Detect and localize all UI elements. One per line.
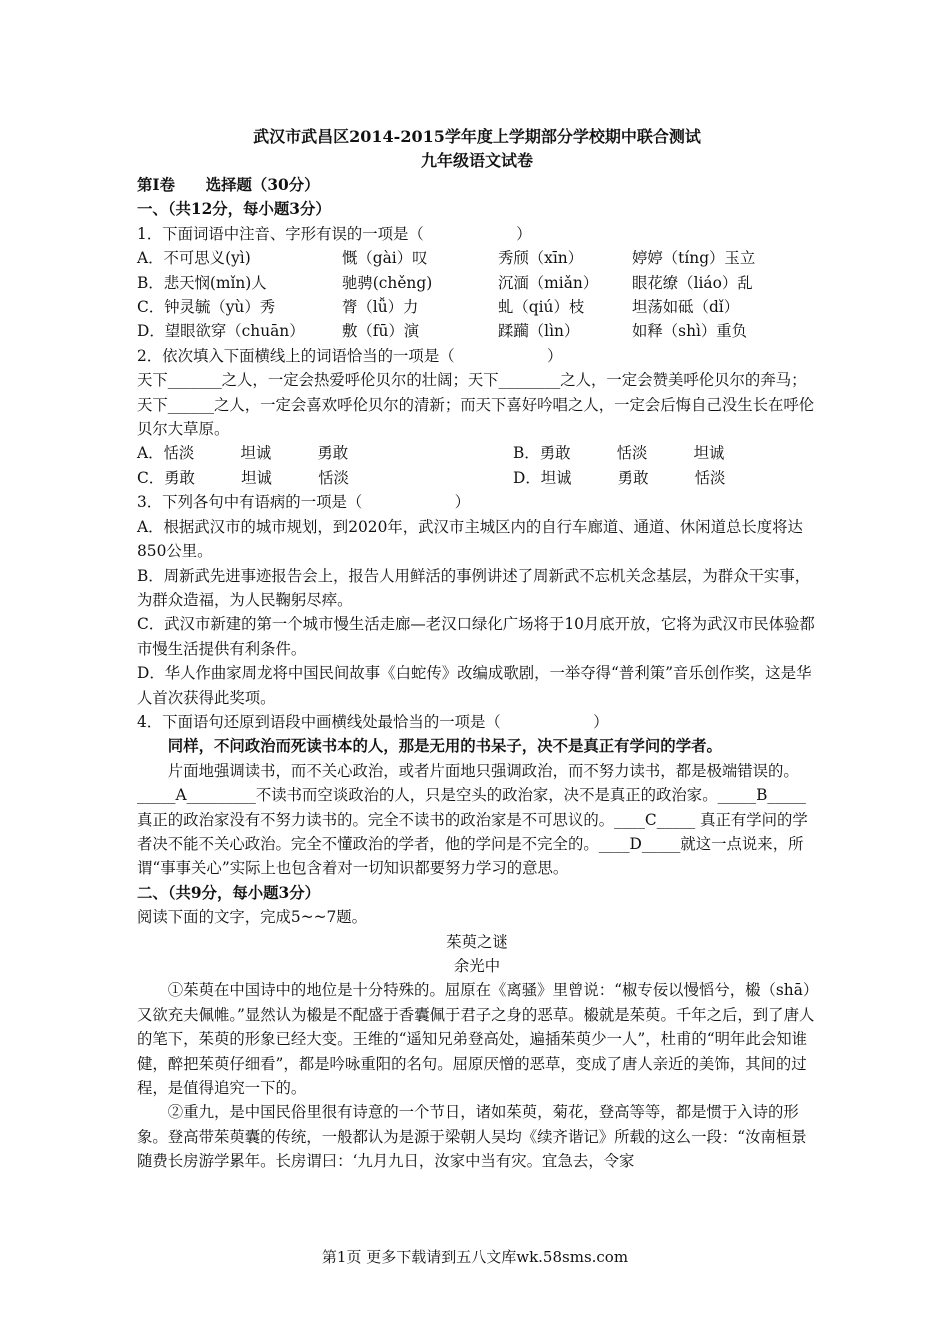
q4-passage-text-5: 就这一点说来，所谓“事事关心”实际上也包含着对一切知识都要努力学习的意思。 — [137, 834, 804, 878]
q1-stem: 1．下面词语中注音、字形有误的一项是（ ） — [137, 224, 532, 243]
q1-option-cell: 秀颀（xīn） — [498, 249, 584, 268]
q4-passage-text-2: 不读书而空谈政治的人，只是空头的政治家，决不是真正的政治家。 — [255, 786, 718, 805]
section2-intro: 阅读下面的文字，完成5~~7题。 — [137, 908, 368, 927]
q3-option-c: C．武汉市新建的第一个城市慢生活走廊—老汉口绿化广场将于10月底开放，它将为武汉市民体验都市慢生活提供有利条件。 — [137, 615, 815, 658]
q1-option-cell: 蹂躏（lìn） — [498, 322, 580, 341]
q1-option-cell: 敷（fū）演 — [342, 322, 420, 341]
q1-option-cell: 眼花缭（liáo）乱 — [632, 273, 753, 292]
section1-heading: 一、（共12分，每小题3分） — [137, 200, 331, 219]
q2-options-row1 — [137, 441, 817, 465]
q2-option-d: D．坦诚 勇敢 恬淡 — [513, 468, 726, 487]
part1-heading: 第Ⅰ卷 选择题（30分） — [137, 176, 320, 194]
q1-option-cell: B．悲天悯(mǐn)人 — [137, 273, 267, 292]
q1-option-cell: 慨（gài）叹 — [342, 249, 428, 268]
q2-stem: 2．依次填入下面横线上的词语恰当的一项是（ ） — [137, 346, 563, 365]
section2-heading: 二、（共9分，每小题3分） — [137, 883, 321, 902]
q4-passage-text-3: 真正的政治家没有不努力读书的。完全不读书的政治家是不可思议的。 — [137, 810, 615, 829]
q4-bold-sentence: 同样，不问政治而死读书本的人，那是无用的书呆子，决不是真正有学问的学者。 — [167, 737, 722, 756]
q1-option-row — [137, 319, 817, 343]
q4-passage-text-4: 真正有学问的学者决不能不关心政治。完全不懂政治的学者，他的学问是不完全的。 — [137, 810, 808, 853]
q2-option-b: B．勇敢 恬淡 坦诚 — [513, 444, 725, 463]
q1-option-cell: 虬（qiú）枝 — [498, 298, 585, 317]
q1-option-cell: 坦荡如砥（dǐ） — [632, 298, 740, 317]
q4-blank-d: ____D_____ — [598, 834, 681, 853]
q3-option-d: D．华人作曲家周龙将中国民间故事《白蛇传》改编成歌剧，一举夺得“普利策”音乐创作奖，这是华人首次获得此奖项。 — [137, 664, 812, 707]
q4-blank-a: _____A_________ — [137, 786, 256, 805]
q1-option-cell: 如释（shì）重负 — [632, 322, 748, 341]
q1-option-row — [137, 246, 817, 270]
q2-option-a: A．恬淡 坦诚 勇敢 — [137, 444, 349, 463]
q3-option-a: A．根据武汉市的城市规划，到2020年，武汉市主城区内的自行车廊道、通道、休闲道总长度将达850公里。 — [137, 517, 803, 561]
q4-passage — [137, 759, 817, 881]
title-line2: 九年级语文试卷 — [420, 151, 533, 170]
q1-option-cell: D．望眼欲穿（chuān） — [137, 322, 305, 341]
page-footer: 第1页 更多下载请到五八文库wk.58sms.com — [321, 1248, 629, 1266]
q2-option-c: C．勇敢 坦诚 恬淡 — [137, 468, 349, 487]
q4-stem: 4．下面语句还原到语段中画横线处最恰当的一项是（ ） — [137, 712, 609, 731]
q4-passage-text-1: 片面地强调读书，而不关心政治，或者片面地只强调政治，而不努力读书，都是极端错误的。 — [167, 761, 799, 780]
q1-option-row — [137, 271, 817, 295]
essay-author: 余光中 — [453, 957, 501, 975]
q1-option-cell: 沉湎（miǎn） — [498, 273, 599, 292]
q2-passage: 天下_______之人，一定会热爱呼伦贝尔的壮阔；天下________之人，一定会赞美呼伦贝尔的奔马；天下______之人，一定会喜欢呼伦贝尔的清新；而天下喜好吟唱之人，一定会后悔自己没生长在呼伦贝尔大草原。 — [137, 371, 815, 439]
essay-paragraph-2: ②重九，是中国民俗里很有诗意的一个节日，诸如茱萸，菊花，登高等等，都是惯于入诗的形象。登高带茱萸囊的传统，一般都认为是源于梁朝人吴均《续齐谐记》所载的这么一段：“汝南桓景随费长房游学累年。长房谓曰：‘九月九日，汝家中当有灾。宜急去，令家 — [137, 1103, 807, 1171]
q4-blank-b: _____B_____ — [717, 786, 806, 805]
q1-option-cell: 婷婷（tíng）玉立 — [632, 249, 756, 268]
q1-option-cell: A．不可思义(yì) — [137, 249, 251, 268]
document-body — [137, 125, 817, 1174]
q4-blank-c: ____C_____ — [614, 810, 696, 829]
q1-option-row — [137, 295, 817, 319]
q3-stem: 3．下列各句中有语病的一项是（ ） — [137, 493, 470, 512]
q1-option-cell: 驰骋(chěng) — [342, 273, 433, 292]
title-line1: 武汉市武昌区2014-2015学年度上学期部分学校期中联合测试 — [253, 127, 701, 146]
essay-paragraph-1: ①茱萸在中国诗中的地位是十分特殊的。屈原在《离骚》里曾说：“椒专佞以慢慆兮，榝（shā）又欲充夫佩帷。”显然认为榝是不配盛于香囊佩于君子之身的恶草。榝就是茱萸。千年之后，到了唐人的笔下，茱萸的形象已经大变。王维的“遥知兄弟登高处，遍插茱萸少一人”，杜甫的“明年此会知谁健，醉把茱萸仔细看”，都是吟咏重阳的名句。屈原厌憎的恶草，变成了唐人亲近的美饰，其间的过程，是值得追究一下的。 — [137, 981, 815, 1098]
q1-option-cell: 膂（lǚ）力 — [342, 298, 419, 317]
q2-options-row2 — [137, 466, 817, 490]
q1-option-cell: C．钟灵毓（yù）秀 — [137, 298, 276, 317]
q1-options — [137, 246, 817, 344]
q3-option-b: B．周新武先进事迹报告会上，报告人用鲜活的事例讲述了周新武不忘机关念基层，为群众干实事，为群众造福，为人民鞠躬尽瘁。 — [137, 566, 811, 609]
essay-title: 茱萸之谜 — [446, 932, 508, 951]
